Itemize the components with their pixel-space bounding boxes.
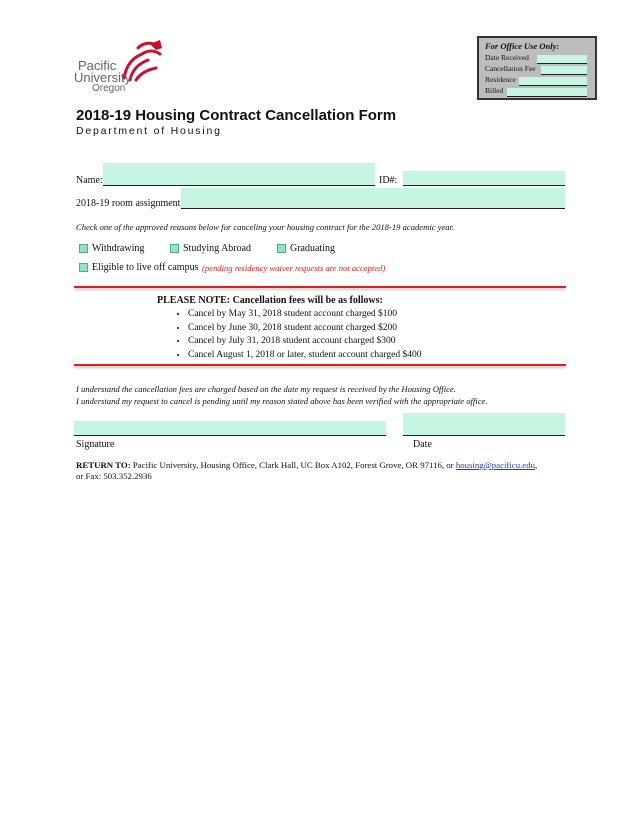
office-cancellation-fee-field[interactable] (541, 66, 587, 75)
date-label: Date (413, 439, 432, 450)
page-subtitle: Department of Housing (76, 125, 222, 137)
return-to-comma: , (535, 460, 538, 470)
graduating-checkbox[interactable] (277, 244, 286, 253)
room-assignment-label: 2018-19 room assignment (76, 198, 181, 209)
acknowledgement-pending: I understand my request to cancel is pending until my reason stated above has been verified with the appropriate office. (76, 396, 488, 406)
office-billed-label: Billed (485, 86, 504, 95)
office-residence-field[interactable] (519, 77, 587, 86)
fee-item: • Cancel by June 30, 2018 student account charged $200 (188, 322, 421, 336)
office-residence-label: Residence (485, 75, 516, 84)
off-campus-note: (pending residency waiver requests are not accepted) (202, 263, 386, 273)
logo-line-oregon: Oregon (92, 83, 126, 94)
office-cancellation-fee-label: Cancellation Fee (485, 64, 536, 73)
return-to-fax: or Fax: 503.352.2936 (76, 471, 152, 481)
signature-input[interactable] (74, 421, 386, 435)
off-campus-label: Eligible to live off campus (92, 262, 199, 273)
return-to-label: RETURN TO: (76, 460, 131, 470)
name-input[interactable] (103, 163, 375, 185)
id-input[interactable] (403, 171, 565, 185)
office-date-received-label: Date Received (485, 53, 529, 62)
fee-list (176, 308, 421, 362)
acknowledgement-fees: I understand the cancellation fees are charged based on the date my request is received by the Housing Office. (76, 384, 456, 394)
red-divider-top (74, 286, 566, 288)
fee-note-heading: PLEASE NOTE: Cancellation fees will be as follows: (157, 295, 383, 306)
date-input[interactable] (403, 413, 565, 435)
page-title: 2018-19 Housing Contract Cancellation Form (76, 107, 397, 124)
room-assignment-underline (181, 208, 565, 209)
withdrawing-label: Withdrawing (92, 243, 145, 254)
office-use-title: For Office Use Only: (485, 41, 560, 51)
room-assignment-input[interactable] (181, 188, 565, 208)
logo-line-university: University (74, 70, 132, 85)
housing-email-link[interactable]: housing@pacificu.edu (455, 460, 536, 470)
return-to-block (76, 460, 566, 482)
signature-underline (74, 435, 386, 436)
fee-item: • Cancel by May 31, 2018 student account charged $100 (188, 308, 421, 322)
withdrawing-checkbox[interactable] (79, 244, 88, 253)
office-billed-field[interactable] (507, 88, 587, 97)
university-logo (74, 38, 166, 96)
date-underline (403, 435, 565, 436)
reason-instruction: Check one of the approved reasons below for canceling your housing contract for the 2018-19 academic year. (76, 222, 455, 232)
off-campus-checkbox[interactable] (79, 263, 88, 272)
fee-item: • Cancel August 1, 2018 or later, student account charged $400 (188, 349, 421, 363)
return-to-address: Pacific University, Housing Office, Clark Hall, UC Box A102, Forest Grove, OR 97116, or (132, 460, 454, 470)
id-label: ID#: (379, 175, 398, 186)
id-underline (403, 185, 565, 186)
studying-abroad-checkbox[interactable] (170, 244, 179, 253)
studying-abroad-label: Studying Abroad (183, 243, 252, 254)
graduating-label: Graduating (290, 243, 335, 254)
red-divider-bottom (74, 364, 566, 366)
name-label: Name: (76, 175, 103, 186)
office-date-received-field[interactable] (537, 55, 587, 64)
logo-line-pacific: Pacific (78, 58, 117, 73)
signature-label: Signature (76, 439, 115, 450)
fee-item: • Cancel by July 31, 2018 student account charged $300 (188, 335, 421, 349)
name-underline (103, 185, 375, 186)
office-use-box (477, 36, 597, 100)
